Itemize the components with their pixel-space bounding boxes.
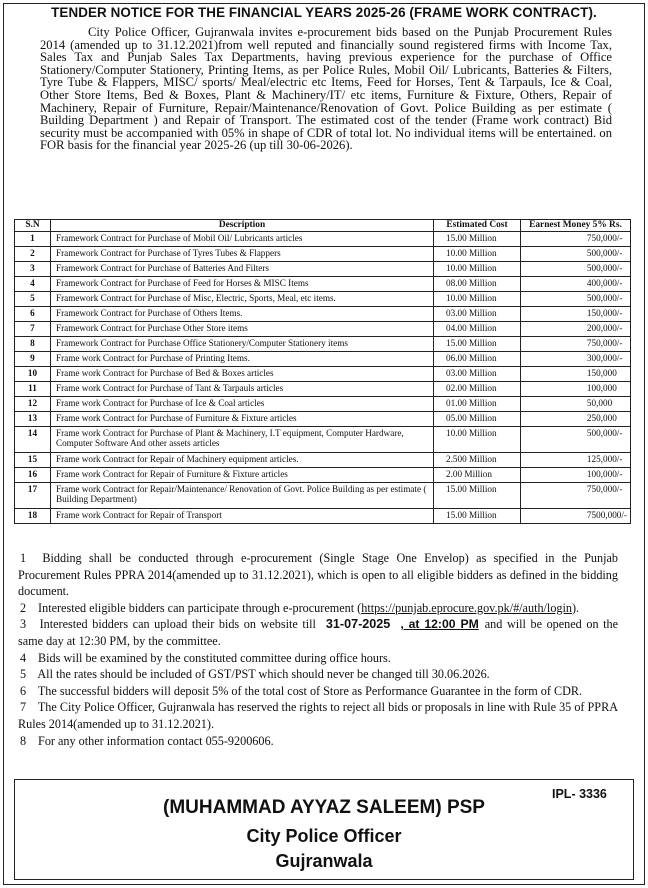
term-item xyxy=(18,733,618,750)
row-sn: 18 xyxy=(15,509,51,524)
row-cost: 10.00 Million xyxy=(434,427,521,453)
row-description: Framework Contract for Purchase Other Store items xyxy=(50,322,433,337)
header-description: Description xyxy=(50,220,433,232)
row-description: Framework Contract for Purchase of Batteries And Filters xyxy=(50,262,433,277)
term-text: The successful bidders will deposit 5% of the total cost of Store as Performance Guarantee in the form of CDR. xyxy=(37,683,583,698)
row-cost: 15.00 Million xyxy=(434,232,521,247)
row-money: 7500,000/- xyxy=(520,509,630,524)
row-description: Frame work Contract for Repair of Machinery equipment articles. xyxy=(50,453,433,468)
row-sn: 8 xyxy=(15,337,51,352)
row-description: Frame work Contract for Purchase of Printing Items. xyxy=(50,352,433,367)
terms-list xyxy=(18,550,618,749)
row-sn: 11 xyxy=(15,382,51,397)
row-sn: 2 xyxy=(15,247,51,262)
row-money: 200,000/- xyxy=(520,322,630,337)
term-item xyxy=(18,699,618,732)
term-item xyxy=(18,683,618,700)
ipl-number: IPL- 3336 xyxy=(552,787,607,801)
submission-date: 31-07-2025 xyxy=(325,617,391,632)
row-description: Framework Contract for Purchase of Mobil Oil/ Lubricants articles xyxy=(50,232,433,247)
term-item xyxy=(18,666,618,683)
term-text: The City Police Officer, Gujranwala has reserved the rights to reject all bids or proposals in line with Rule 35 of PPRA Rules 2014(amended up to 31.12.2021). xyxy=(18,700,619,731)
header-sn: S.N xyxy=(15,220,51,232)
row-cost: 05.00 Million xyxy=(434,412,521,427)
table-row xyxy=(15,427,631,453)
notice-title: TENDER NOTICE FOR THE FINANCIAL YEARS 2025-26 (FRAME WORK CONTRACT). xyxy=(51,5,597,20)
row-description: Framework Contract for Purchase of Feed for Horses & MISC Items xyxy=(50,277,433,292)
header-money: Earnest Money 5% Rs. xyxy=(520,220,630,232)
row-description: Framework Contract for Purchase of Tyres Tubes & Flappers xyxy=(50,247,433,262)
table-row xyxy=(15,468,631,483)
row-description: Frame work Contract for Repair/Maintenance/ Renovation of Govt. Police Building as per estimate ( Building Department) xyxy=(50,483,433,509)
table-row xyxy=(15,232,631,247)
row-money: 500,000/- xyxy=(520,292,630,307)
row-description: Frame work Contract for Purchase of Furniture & Fixture articles xyxy=(50,412,433,427)
row-sn: 13 xyxy=(15,412,51,427)
term-number: 5 xyxy=(20,667,27,682)
row-description: Frame work Contract for Repair of Furniture & Fixture articles xyxy=(50,468,433,483)
notice-intro: City Police Officer, Gujranwala invites e-procurement bids based on the Punjab Procurement Rules 2014 (amended up to 31.12.2021)from well reputed and financially sound registered firms with Income Tax, Sales Tax and Punjab Sales Tax Departments, having previous experience for the purchase of Office Stationery/Computer Stationery, Printing Items, as per Police Rules, Mobil Oil/ Lubricants, Batteries & Filters, Tyre Tube & Flappers, MISC/ sports/ Meal/electric etc Items, Feed for Horses, Tent & Tarpauls, Ice & Coal, Other Store Items, Bed & Boxes, Plant & Machinery/IT/ etc items, Furniture & Fixture, Others, Repair of Machinery, Repair of Furniture, Repair/Maintenance/Renovation of Govt. Police Building as per estimate ( Building Department ) and Repair of Transport. The estimated cost of the tender (Frame work contract) Bid security must be accompanied with 05% in shape of CDR of total lot. No individual items will be entertained. on FOR basis for the financial year 2025-26 (up till 30-06-2026). xyxy=(40,25,612,153)
term-item xyxy=(18,550,618,600)
table-row xyxy=(15,337,631,352)
table-row xyxy=(15,247,631,262)
row-description: Frame work Contract for Repair of Transport xyxy=(50,509,433,524)
row-sn: 6 xyxy=(15,307,51,322)
row-sn: 7 xyxy=(15,322,51,337)
row-description: Framework Contract for Purchase Office Stationery/Computer Stationery items xyxy=(50,337,433,352)
row-cost: 04.00 Million xyxy=(434,322,521,337)
row-sn: 16 xyxy=(15,468,51,483)
row-sn: 14 xyxy=(15,427,51,453)
term-number: 7 xyxy=(20,700,27,715)
row-sn: 15 xyxy=(15,453,51,468)
term-text: and will be opened on the same day at 12:30 PM, by the committee. xyxy=(18,617,619,648)
row-money: 500,000/- xyxy=(520,427,630,453)
row-sn: 17 xyxy=(15,483,51,509)
row-description: Frame work Contract for Purchase of Tant & Tarpauls articles xyxy=(50,382,433,397)
table-row xyxy=(15,483,631,509)
row-money: 750,000/- xyxy=(520,337,630,352)
term-text: Bidding shall be conducted through e-procurement (Single Stage One Envelop) as specified in the Punjab Procurement Rules PPRA 2014(amended up to 31.12.2021), which is open to all eligible bidders as defined in the bidding document. xyxy=(18,551,618,599)
row-description: Frame work Contract for Purchase of Bed & Boxes articles xyxy=(50,367,433,382)
row-cost: 15.00 Million xyxy=(434,483,521,509)
table-row xyxy=(15,367,631,382)
table-row xyxy=(15,262,631,277)
row-cost: 02.00 Million xyxy=(434,382,521,397)
table-row xyxy=(15,277,631,292)
term-number: 2 xyxy=(20,600,27,615)
row-cost: 06.00 Million xyxy=(434,352,521,367)
term-text: ). xyxy=(571,600,580,615)
row-description: Frame work Contract for Purchase of Ice & Coal articles xyxy=(50,397,433,412)
row-money: 150,000 xyxy=(520,367,630,382)
table-row xyxy=(15,292,631,307)
row-cost: 15.00 Million xyxy=(434,337,521,352)
row-sn: 4 xyxy=(15,277,51,292)
table-row xyxy=(15,322,631,337)
header-cost: Estimated Cost xyxy=(434,220,521,232)
row-cost: 2.500 Million xyxy=(434,453,521,468)
table-row xyxy=(15,412,631,427)
row-sn: 9 xyxy=(15,352,51,367)
eprocure-link[interactable]: https://punjab.eprocure.gov.pk/#/auth/login xyxy=(361,600,572,615)
term-item xyxy=(18,616,618,649)
row-money: 50,000 xyxy=(520,397,630,412)
row-cost: 03.00 Million xyxy=(434,367,521,382)
table-header-row xyxy=(15,220,631,232)
officer-name: (MUHAMMAD AYYAZ SALEEM) PSP xyxy=(163,797,485,818)
row-description: Frame work Contract for Purchase of Plant & Machinery, I.T equipment, Computer Hardware, Computer Software And other assets articles xyxy=(50,427,433,453)
row-cost: 10.00 Million xyxy=(434,292,521,307)
row-money: 125,000/- xyxy=(520,453,630,468)
row-money: 750,000/- xyxy=(520,483,630,509)
row-sn: 1 xyxy=(15,232,51,247)
row-sn: 3 xyxy=(15,262,51,277)
term-number: 4 xyxy=(20,650,27,665)
row-cost: 10.00 Million xyxy=(434,262,521,277)
row-sn: 10 xyxy=(15,367,51,382)
table-row xyxy=(15,453,631,468)
term-text: All the rates should be included of GST/PST which should never be changed till 30.06.2026. xyxy=(37,667,490,682)
term-text: Interested bidders can upload their bids on website till xyxy=(39,617,316,632)
officer-city: Gujranwala xyxy=(275,851,373,871)
term-number: 3 xyxy=(20,617,27,632)
submission-time: , at 12:00 PM xyxy=(400,617,479,632)
table-row xyxy=(15,397,631,412)
row-money: 100,000/- xyxy=(520,468,630,483)
term-item xyxy=(18,650,618,667)
row-cost: 15.00 Million xyxy=(434,509,521,524)
row-money: 400,000/- xyxy=(520,277,630,292)
row-money: 500,000/- xyxy=(520,247,630,262)
row-money: 750,000/- xyxy=(520,232,630,247)
tender-table xyxy=(14,219,631,524)
row-cost: 01.00 Million xyxy=(434,397,521,412)
term-item xyxy=(18,600,618,617)
term-text: Bids will be examined by the constituted committee during office hours. xyxy=(38,650,391,665)
table-row xyxy=(15,382,631,397)
term-number: 1 xyxy=(20,551,27,565)
row-description: Framework Contract for Purchase of Others Items. xyxy=(50,307,433,322)
row-description: Framework Contract for Purchase of Misc, Electric, Sports, Meal, etc items. xyxy=(50,292,433,307)
table-row xyxy=(15,509,631,524)
officer-title: City Police Officer xyxy=(246,826,402,846)
term-number: 6 xyxy=(20,683,27,698)
term-text: Interested eligible bidders can participate through e-procurement ( xyxy=(38,600,362,615)
row-sn: 12 xyxy=(15,397,51,412)
row-cost: 08.00 Million xyxy=(434,277,521,292)
table-row xyxy=(15,307,631,322)
row-sn: 5 xyxy=(15,292,51,307)
row-cost: 03.00 Million xyxy=(434,307,521,322)
row-money: 250,000 xyxy=(520,412,630,427)
term-text: For any other information contact 055-9200606. xyxy=(38,733,274,748)
row-cost: 2.00 Million xyxy=(434,468,521,483)
term-number: 8 xyxy=(20,733,27,748)
row-money: 300,000/- xyxy=(520,352,630,367)
row-money: 150,000/- xyxy=(520,307,630,322)
row-cost: 10.00 Million xyxy=(434,247,521,262)
table-row xyxy=(15,352,631,367)
row-money: 500,000/- xyxy=(520,262,630,277)
row-money: 100,000 xyxy=(520,382,630,397)
